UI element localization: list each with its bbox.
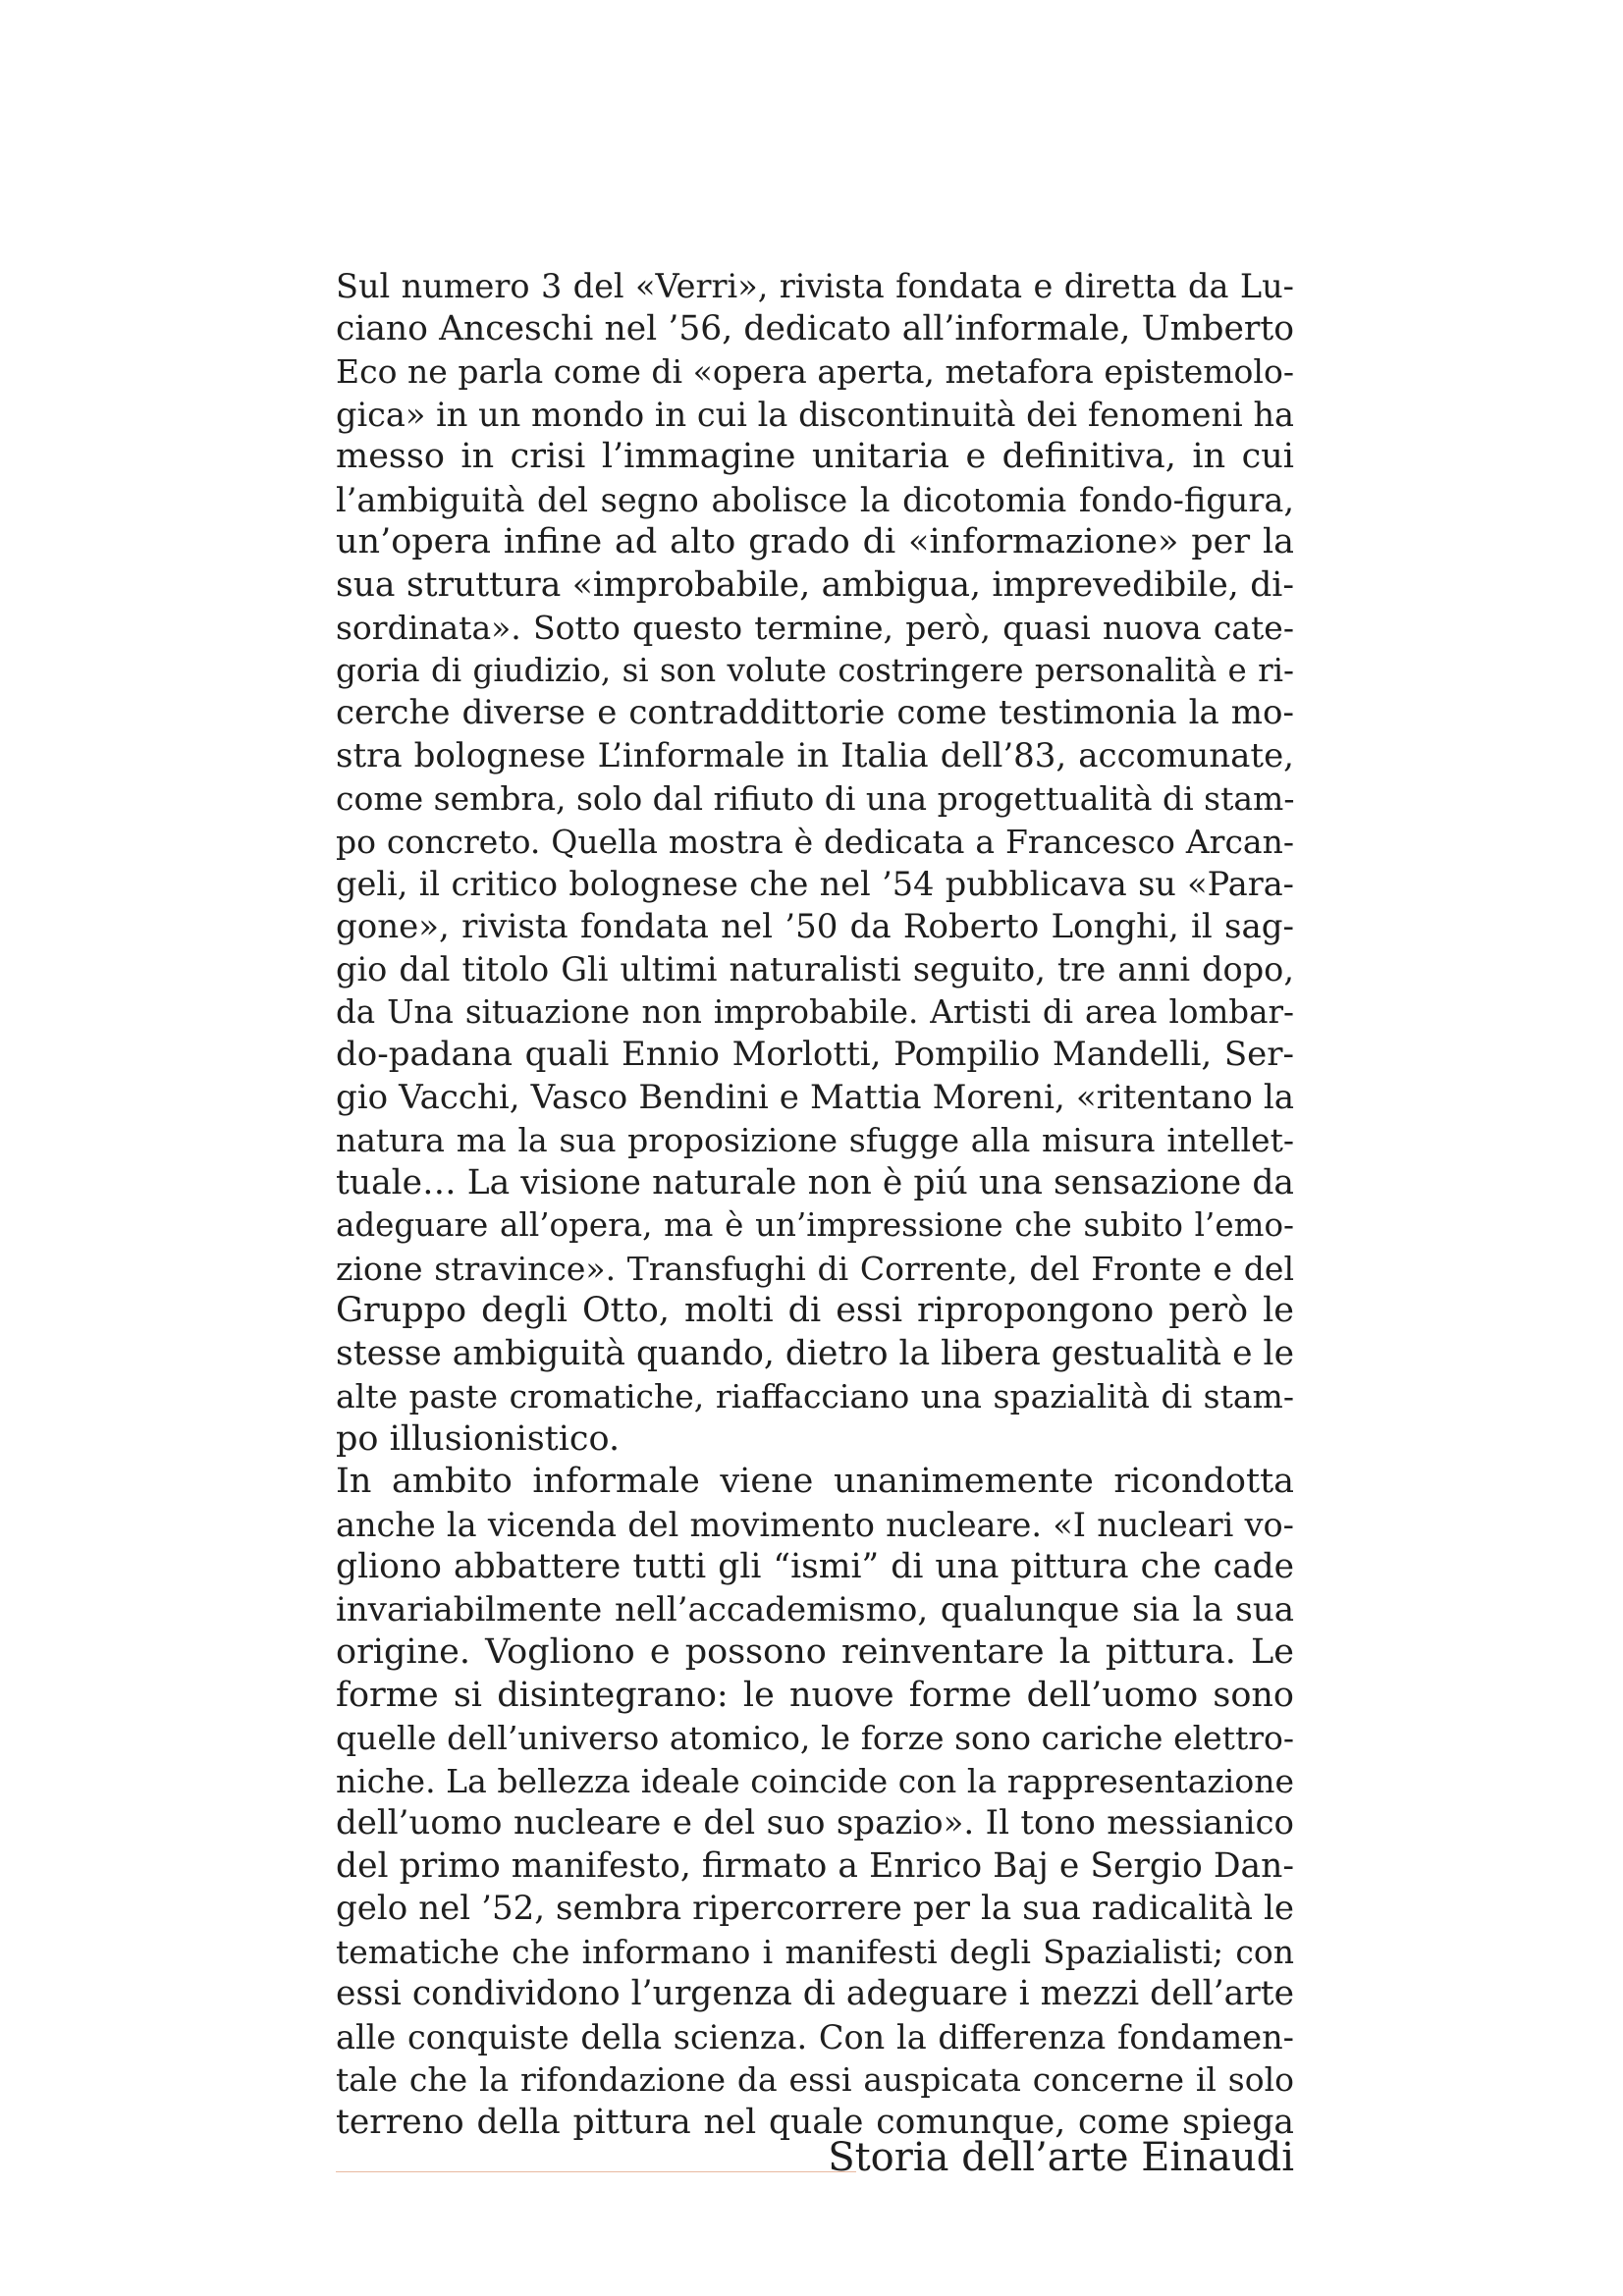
text-line: tale che la rifondazione da essi auspicata concerne il solo: [336, 2060, 1294, 2099]
text-line: gone», rivista fondata nel ’50 da Roberto Longhi, il sag-: [336, 906, 1294, 946]
text-line: Sul numero 3 del «Verri», rivista fondata e diretta da Lu-: [336, 267, 1294, 305]
text-line: un’opera infine ad alto grado di «informazione» per la: [336, 522, 1294, 561]
text-line: niche. La bellezza ideale coincide con la rappresentazione: [336, 1761, 1294, 1800]
text-line: gio Vacchi, Vasco Bendini e Mattia Moreni, «ritentano la: [336, 1077, 1294, 1117]
text-line: gelo nel ’52, sembra ripercorrere per la sua radicalità le: [336, 1889, 1294, 1928]
text-line: geli, il critico bolognese che nel ’54 pubblicava su «Para-: [336, 865, 1294, 903]
text-line: natura ma la sua proposizione sfugge alla misura intellet-: [336, 1121, 1294, 1159]
text-line: l’ambiguità del segno abolisce la dicotomia fondo-figura,: [336, 480, 1294, 519]
text-line: da Una situazione non improbabile. Artisti di area lombar-: [336, 992, 1294, 1031]
text-line: po concreto. Quella mostra è dedicata a Francesco Arcan-: [336, 822, 1294, 861]
text-line: gica» in un mondo in cui la discontinuità dei fenomeni ha: [336, 395, 1294, 434]
text-line: forme si disintegrano: le nuove forme dell’uomo sono: [336, 1675, 1294, 1715]
text-line: adeguare all’opera, ma è un’impressione che subito l’emo-: [336, 1206, 1294, 1244]
text-line: do-padana quali Ennio Morlotti, Pompilio Mandelli, Ser-: [336, 1035, 1294, 1074]
text-line: anche la vicenda del movimento nucleare. «I nucleari vo-: [336, 1505, 1294, 1544]
text-line: stesse ambiguità quando, dietro la libera gestualità e le: [336, 1333, 1294, 1373]
text-line: alle conquiste della scienza. Con la differenza fondamen-: [336, 2017, 1294, 2056]
text-line: po illusionistico.: [336, 1418, 621, 1459]
text-line: essi condividono l’urgenza di adeguare i mezzi dell’arte: [336, 1974, 1295, 2013]
text-line: quelle dell’universo atomico, le forze sono cariche elettro-: [336, 1719, 1294, 1757]
text-line: gliono abbattere tutti gli “ismi” di una pittura che cade: [336, 1547, 1294, 1586]
text-line: gio dal titolo Gli ultimi naturalisti seguito, tre anni dopo,: [336, 950, 1294, 988]
text-line: tuale… La visione naturale non è piú una sensazione da: [336, 1162, 1294, 1202]
text-line: origine. Vogliono e possono reinventare la pittura. Le: [336, 1632, 1294, 1672]
text-line: sordinata». Sotto questo termine, però, quasi nuova cate-: [336, 609, 1294, 647]
page-footer: [336, 2128, 1294, 2187]
text-line: tematiche che informano i manifesti degli Spazialisti; con: [336, 1932, 1294, 1971]
text-line: cerche diverse e contraddittorie come testimonia la mo-: [336, 693, 1294, 732]
text-line: come sembra, solo dal rifiuto di una progettualità di stam-: [336, 779, 1295, 818]
text-line: stra bolognese L’informale in Italia dell’83, accomunate,: [336, 735, 1294, 775]
text-line: Gruppo degli Otto, molti di essi ripropongono però le: [336, 1291, 1294, 1330]
text-line: sua struttura «improbabile, ambigua, imprevedibile, di-: [336, 564, 1294, 605]
text-line: goria di giudizio, si son volute costringere personalità e ri-: [336, 651, 1294, 689]
text-line: zione stravince». Transfughi di Corrente, del Fronte e del: [336, 1249, 1294, 1288]
text-line: ciano Anceschi nel ’56, dedicato all’informale, Umberto: [336, 308, 1294, 348]
footer-rule: [336, 2171, 856, 2172]
text-line: terreno della pittura nel quale comunque, come spiega: [336, 2102, 1294, 2142]
text-line: messo in crisi l’immagine unitaria e definitiva, in cui: [336, 437, 1294, 476]
footer-title: Storia dell’arte Einaudi: [828, 2135, 1294, 2180]
text-line: Eco ne parla come di «opera aperta, metafora epistemolo-: [336, 352, 1294, 391]
text-line: invariabilmente nell’accademismo, qualunque sia la sua: [336, 1589, 1294, 1629]
text-line: alte paste cromatiche, riaffacciano una spazialità di stam-: [336, 1377, 1294, 1415]
text-line: dell’uomo nucleare e del suo spazio». Il tono messianico: [336, 1803, 1294, 1842]
body-text: [336, 265, 1294, 2144]
text-line: In ambito informale viene unanimemente ricondotta: [336, 1462, 1294, 1501]
text-line: del primo manifesto, firmato a Enrico Baj e Sergio Dan-: [336, 1845, 1294, 1886]
